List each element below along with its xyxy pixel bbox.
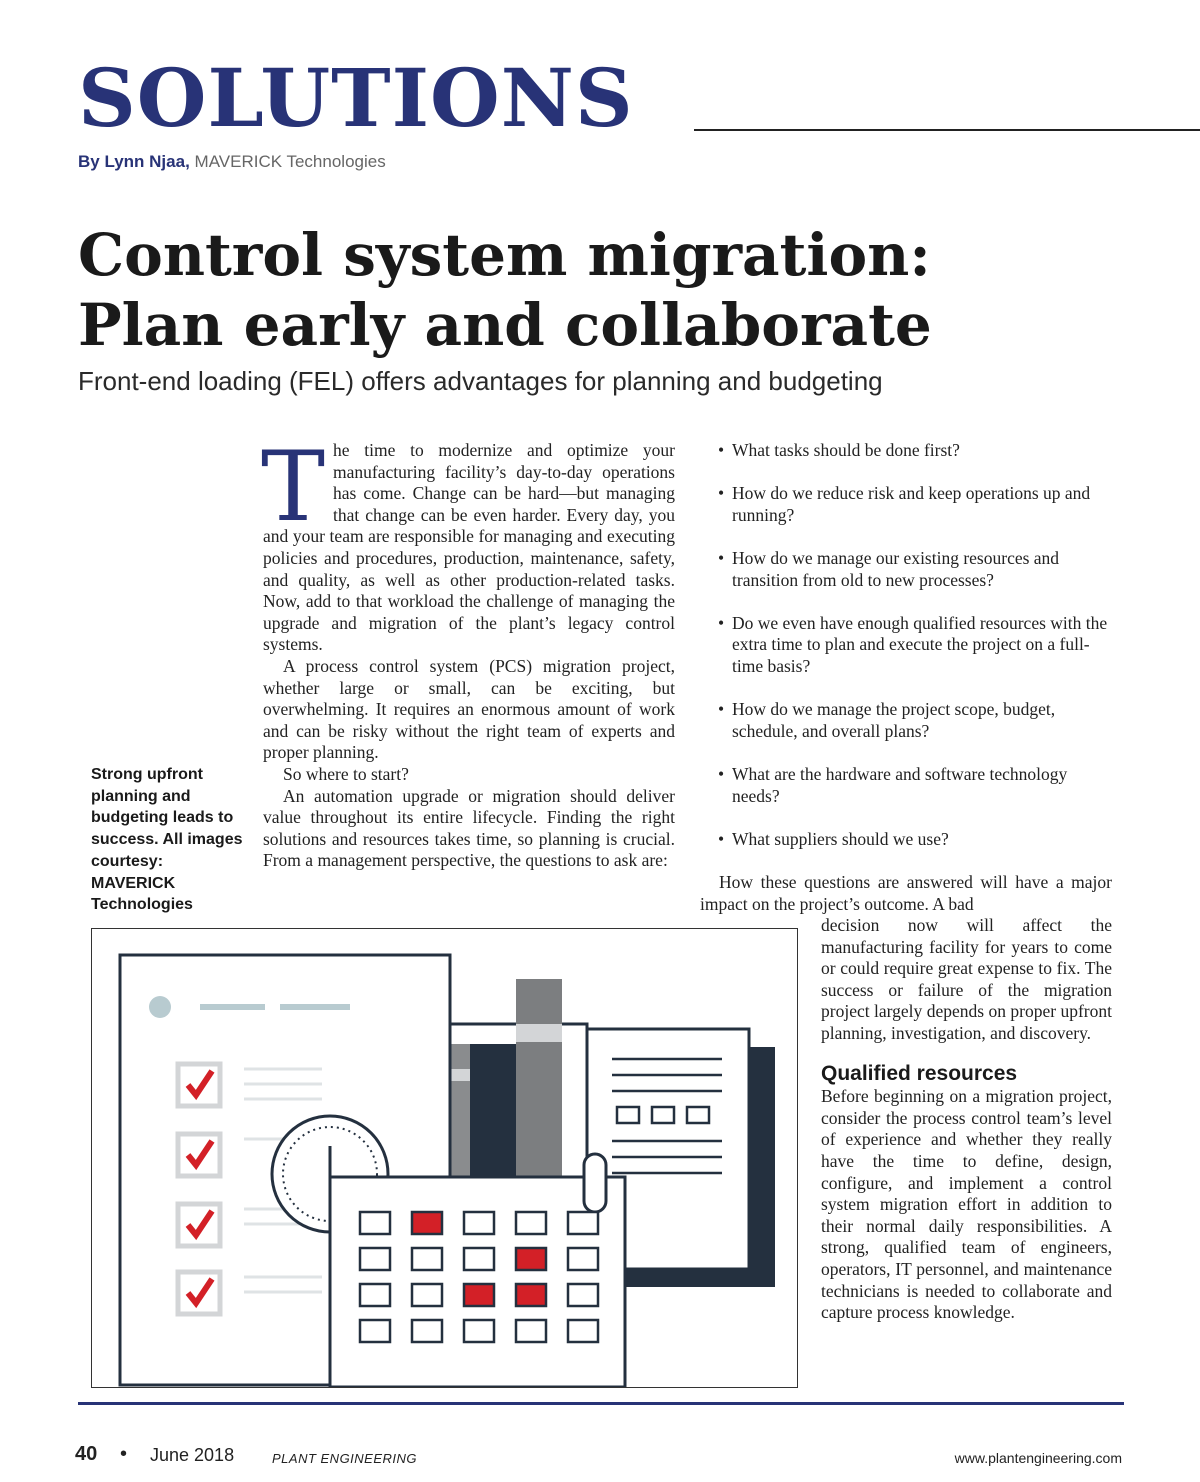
calendar-day-highlighted xyxy=(464,1284,494,1306)
body-column-1 xyxy=(261,431,675,872)
question-bullet: • What suppliers should we use? xyxy=(718,828,949,849)
issue-date: June 2018 xyxy=(150,1445,235,1465)
section-rule xyxy=(694,129,1200,131)
question-bullet: • How do we manage our existing resources and transition from old to new processes? xyxy=(718,547,1060,590)
calendar-day-highlighted xyxy=(516,1284,546,1306)
paragraph-6: Before beginning on a migration project, consider the process control team’s level of experience and whether they really have the time to define, design, configure, and implement a control system migration effort in addition to their normal daily responsibilities. A strong, qualified team of engineers, operators, IT personnel, and maintenance technicians is needed to collaborate and capture process knowledge. xyxy=(821,1086,1112,1323)
calendar-day xyxy=(568,1284,598,1306)
calendar-day xyxy=(360,1320,390,1342)
body-column-2 xyxy=(718,440,1112,872)
calendar-day xyxy=(464,1320,494,1342)
calendar-day xyxy=(568,1320,598,1342)
magazine-name: PLANT ENGINEERING xyxy=(272,1451,418,1466)
planning-illustration xyxy=(92,929,797,1387)
calendar-day xyxy=(360,1248,390,1270)
calendar-day xyxy=(516,1320,546,1342)
question-bullet: • How do we reduce risk and keep operations up and running? xyxy=(718,483,1091,525)
deck: Front-end loading (FEL) offers advantages for planning and budgeting xyxy=(78,366,883,396)
calendar-day xyxy=(568,1212,598,1234)
figure-illustration xyxy=(91,928,798,1388)
paragraph-5-end: decision now will affect the manufacturing facility for years to come or could require great expense to fix. The success or failure of the migration project largely depends on proper upfront planning, investigation, and discovery. xyxy=(821,915,1112,1043)
calendar-icon xyxy=(330,1154,625,1387)
calendar-day xyxy=(568,1248,598,1270)
headline-line1: Control system migration: xyxy=(78,221,931,289)
website-url: www.plantengineering.com xyxy=(954,1450,1122,1466)
footer-bullet: • xyxy=(120,1443,128,1465)
question-bullet: • Do we even have enough qualified resources with the extra time to plan and execute the project on a full-time basis? xyxy=(718,612,1108,676)
footer-rule xyxy=(78,1402,1124,1405)
byline-author: By Lynn Njaa, xyxy=(78,152,190,171)
byline xyxy=(78,152,386,172)
section-title: SOLUTIONS xyxy=(78,51,634,145)
subhead-qualified-resources: Qualified resources xyxy=(821,1061,1018,1085)
calendar-day xyxy=(464,1248,494,1270)
question-bullet: • What are the hardware and software technology needs? xyxy=(718,763,1068,806)
body-column-3 xyxy=(821,915,1112,1324)
question-bullet: • How do we manage the project scope, budget, schedule, and overall plans? xyxy=(718,699,1056,741)
calendar-day xyxy=(412,1320,442,1342)
calendar-day xyxy=(464,1212,494,1234)
calendar-day-highlighted xyxy=(412,1212,442,1234)
calendar-day-highlighted xyxy=(516,1248,546,1270)
paragraph-1: The time to modernize and optimize your manufacturing facility’s day-to-day operations has come. Change can be hard—but managing that change can be even harder. Every day, you and your team are responsible for managing and executing policies and procedures, production, maintenance, safety, and quality, as well as other production-related tasks. Now, add to that workload the challenge of managing the upgrade and migration of the plant’s legacy control systems. xyxy=(261,431,675,655)
paragraph-2: A process control system (PCS) migration project, whether large or small, can be exciting, but overwhelming. It requires an enormous amount of work and can be risky without the right team of experts and proper planning. xyxy=(263,655,675,763)
headline-line2: Plan early and collaborate xyxy=(78,291,932,359)
paragraph-5-start: How these questions are answered will have a major impact on the project’s outcome. A bad xyxy=(700,872,1112,914)
question-bullet: • What tasks should be done first? xyxy=(718,440,960,460)
calendar-day xyxy=(516,1212,546,1234)
headline xyxy=(78,220,1138,360)
calendar-day xyxy=(360,1212,390,1234)
calendar-day xyxy=(412,1248,442,1270)
byline-company: MAVERICK Technologies xyxy=(194,152,386,171)
page-number: 40 xyxy=(75,1443,98,1465)
paragraph-4: An automation upgrade or migration should deliver value throughout its entire lifecycle. Finding the right solutions and resources takes time, so planning is crucial. From a management perspective, the questions to ask are: xyxy=(263,785,675,871)
drop-cap: T xyxy=(261,431,326,543)
paragraph-3: So where to start? xyxy=(283,763,409,784)
calendar-day xyxy=(360,1284,390,1306)
calendar-day xyxy=(412,1284,442,1306)
figure-caption: Strong upfront planning and budgeting leads to success. All images courtesy: MAVERICK Technologies xyxy=(91,766,243,914)
